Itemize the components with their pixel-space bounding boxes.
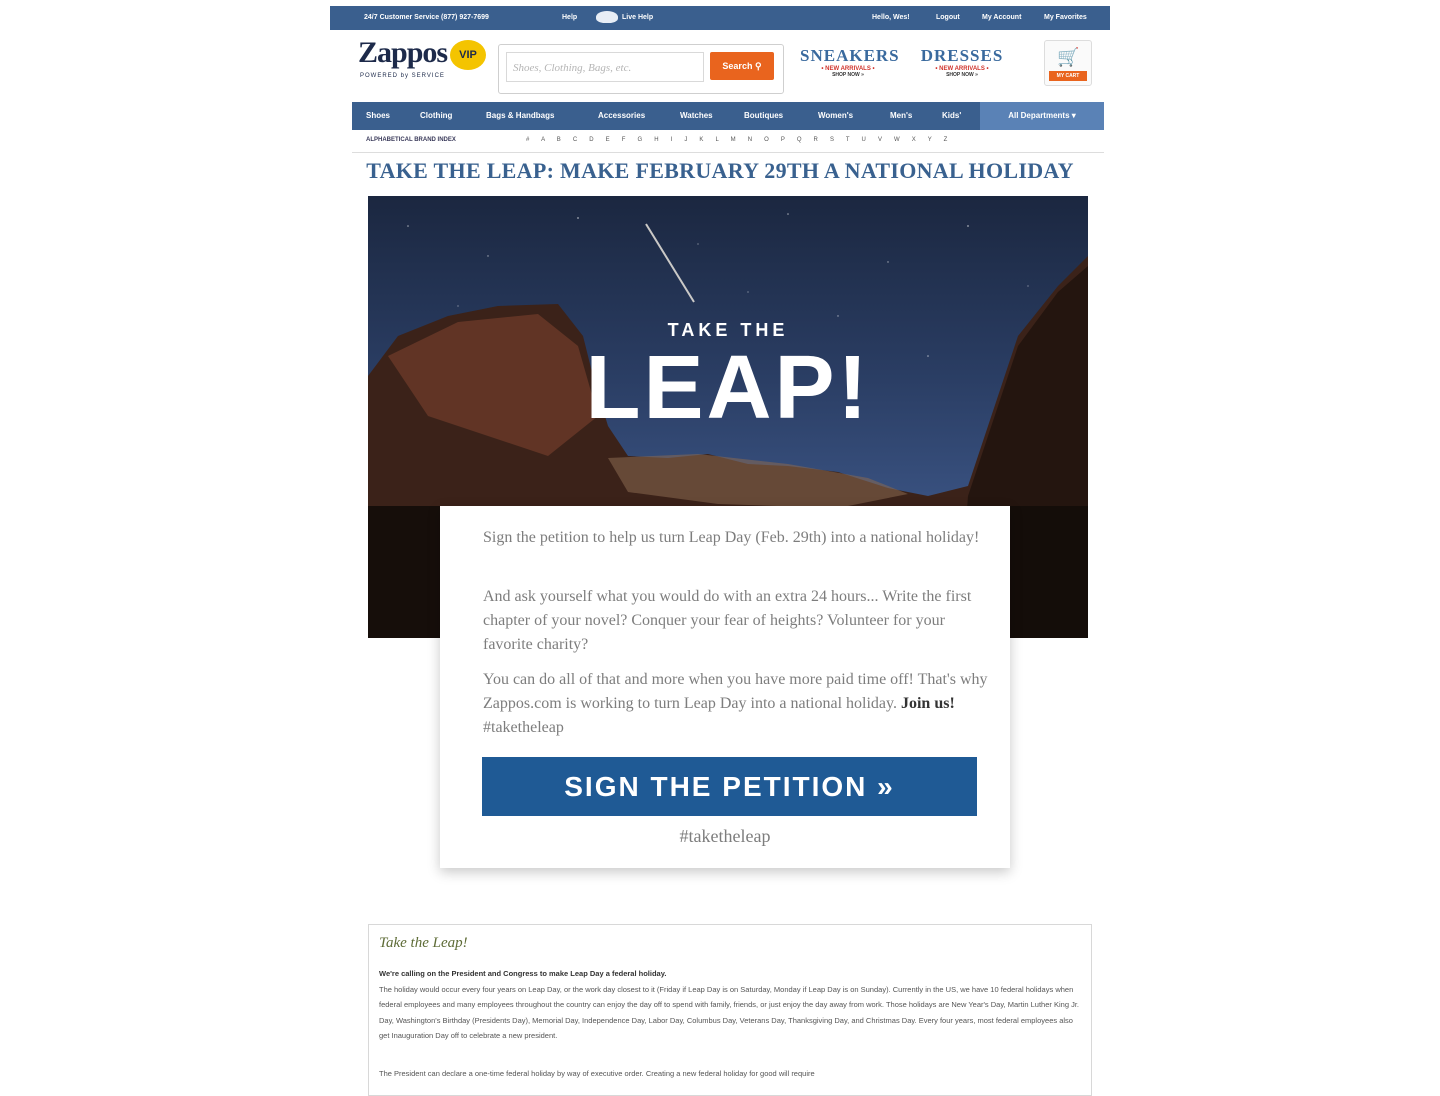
promo-title: DRESSES — [920, 46, 1004, 65]
petition-paragraph-3 — [483, 668, 989, 740]
chevron-down-icon: ▾ — [1071, 111, 1076, 120]
petition-card — [440, 506, 1010, 868]
promo-line: • NEW ARRIVALS • — [821, 66, 875, 72]
promo-cta: SHOP NOW » — [832, 72, 864, 78]
petition-paragraph-3-text: You can do all of that and more when you have more paid time off! That's why Zappos.com is working to turn Leap Day into a national holiday. — [483, 671, 988, 712]
search-icon: ⚲ — [754, 61, 762, 71]
brand-alphabet-links[interactable]: # A B C D E F G H I J K L M N O P Q R S T U V W X Y Z — [526, 137, 953, 143]
nav-item-clothing[interactable]: Clothing — [420, 111, 453, 120]
shopping-cart-icon: 🛒 — [1057, 47, 1080, 67]
logo-tagline: POWERED by SERVICE — [360, 73, 445, 79]
my-cart-label: MY CART — [1049, 71, 1087, 81]
page-title: TAKE THE LEAP: MAKE FEBRUARY 29TH A NATIONAL HOLIDAY — [366, 158, 1074, 183]
petition-paragraph-1: Sign the petition to help us turn Leap Day (Feb. 29th) into a national holiday! — [483, 529, 980, 546]
hero-take-the-text: TAKE THE — [667, 320, 789, 340]
search-input[interactable]: Shoes, Clothing, Bags, etc. — [506, 52, 704, 82]
all-departments-dropdown[interactable] — [980, 102, 1104, 130]
live-help-link[interactable]: Live Help — [622, 14, 654, 21]
info-body: The holiday would occur every four years on Leap Day, or the work day closest to it (Friday if Leap Day is on Saturday, Monday if Leap Day is on Sunday). Currently in the US, we have 10 federal holidays when federal employees and many employees throughout the country can enjoy the day off to spend with family, friends, or just enjoy the day away from work. Those holidays are New Year's Day, Martin Luther King Jr. Day, Washington's Birthday (Presidents Day), Memorial Day, Independence Day, Labor Day, Columbus Day, Veterans Day, Thanksgiving Day, and Christmas Day. Every four years, most federal employees also get Inauguration Day off to celebrate a new president. — [379, 985, 1079, 1041]
sign-petition-button[interactable]: SIGN THE PETITION » — [482, 757, 977, 816]
promo-line: • NEW ARRIVALS • — [935, 66, 989, 72]
nav-item-bags[interactable]: Bags & Handbags — [486, 111, 555, 120]
nav-item-accessories[interactable]: Accessories — [598, 111, 646, 120]
info-body-continued: The President can declare a one-time federal holiday by way of executive order. Creating a new federal holiday for good will require — [379, 1069, 815, 1078]
nav-item-kids[interactable]: Kids' — [942, 111, 962, 120]
logout-link[interactable]: Logout — [936, 14, 960, 21]
nav-item-watches[interactable]: Watches — [680, 111, 713, 120]
search-button[interactable] — [710, 52, 774, 80]
join-us-text: Join us! — [900, 695, 955, 712]
nav-item-boutiques[interactable]: Boutiques — [744, 111, 784, 120]
info-box — [368, 924, 1092, 1096]
greeting-text: Hello, Wes! — [872, 14, 910, 21]
petition-paragraph-2: And ask yourself what you would do with an extra 24 hours... Write the first chapter of your novel? Conquer your fear of heights? Volunteer for your favorite charity? — [483, 588, 972, 653]
nav-item-womens[interactable]: Women's — [818, 111, 854, 120]
info-subtitle: We're calling on the President and Congress to make Leap Day a federal holiday. — [379, 969, 667, 978]
search-button-label: Search — [722, 61, 753, 71]
my-favorites-link[interactable]: My Favorites — [1044, 14, 1087, 21]
paragraph-hashtag: #taketheleap — [483, 719, 564, 736]
promo-title: SNEAKERS — [800, 46, 900, 65]
utility-bar — [330, 6, 1110, 30]
hashtag-text: #taketheleap — [679, 826, 771, 846]
customer-service-link[interactable]: 24/7 Customer Service (877) 927-7699 — [364, 14, 489, 21]
info-title: Take the Leap! — [379, 935, 468, 951]
cart-button[interactable] — [1044, 40, 1092, 86]
help-link[interactable]: Help — [562, 14, 578, 21]
vip-badge: VIP — [450, 40, 486, 70]
nav-item-shoes[interactable]: Shoes — [366, 111, 391, 120]
dresses-promo[interactable] — [914, 46, 1010, 78]
all-departments-label: All Departments — [1008, 111, 1070, 120]
sneakers-promo[interactable] — [800, 46, 900, 78]
main-nav — [352, 102, 1104, 130]
brand-index-label: ALPHABETICAL BRAND INDEX — [366, 137, 456, 143]
my-account-link[interactable]: My Account — [982, 14, 1022, 21]
chat-bubble-icon — [596, 11, 618, 23]
zappos-logo[interactable]: Zappos — [358, 36, 448, 69]
divider — [352, 152, 1104, 153]
hero-leap-text: LEAP! — [585, 338, 871, 438]
promo-cta: SHOP NOW » — [946, 72, 978, 78]
nav-item-mens[interactable]: Men's — [890, 111, 913, 120]
